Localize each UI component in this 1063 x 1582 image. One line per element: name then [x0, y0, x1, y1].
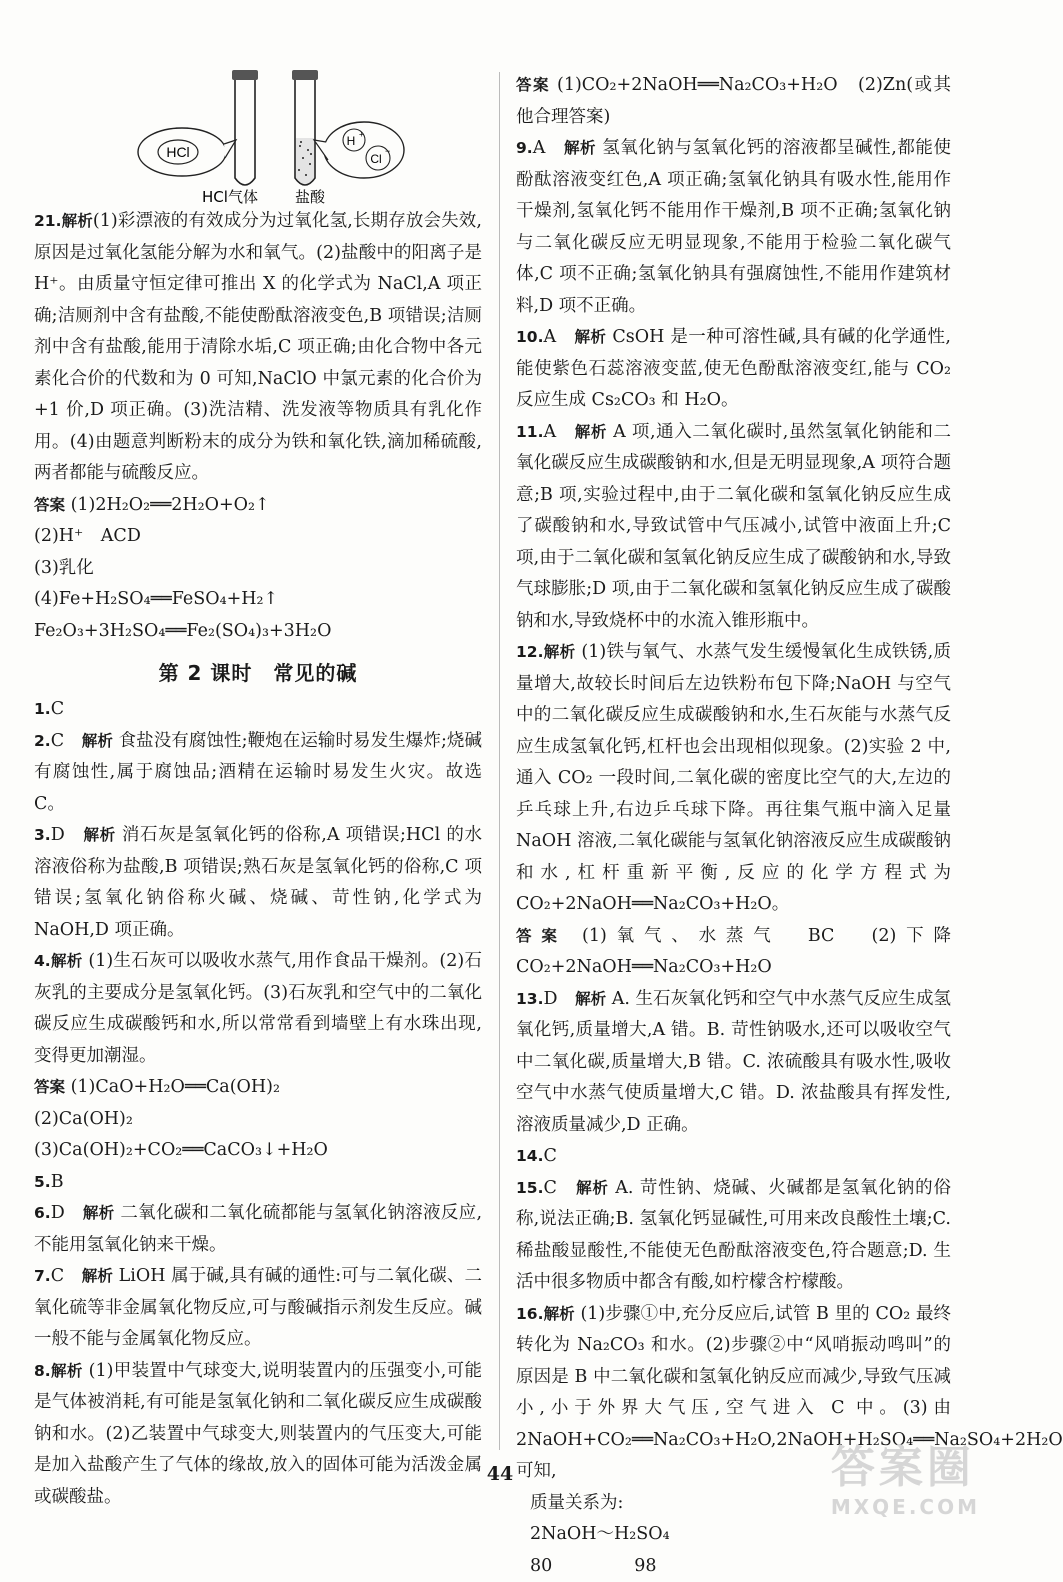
analysis-label: 解析 [82, 1267, 113, 1285]
answer-choice: D [51, 825, 84, 845]
question-number: 12. [516, 643, 543, 661]
answer-label: 答案 [516, 927, 567, 945]
question-6 [34, 1198, 482, 1261]
question-number: 16. [516, 1305, 543, 1323]
analysis-label: 解析 [574, 328, 606, 346]
answer-choice: C [543, 1178, 576, 1198]
answer-choice: C [51, 731, 82, 751]
left-column [34, 70, 482, 1513]
question-2 [34, 726, 482, 821]
answer-choice: C [543, 1146, 556, 1166]
analysis-text: (1)生石灰可以吸收水蒸气,用作食品干燥剂。(2)石灰乳的主要成分是氢氧化钙。(3)石灰乳和空气中的二氧化碳反应生成碳酸钙和水,所以常常看到墙壁上有水珠出现,变得更加潮湿。 [34, 951, 482, 1066]
analysis-text: 二氧化碳和二氧化硫都能与氢氧化钠溶液反应,不能用氢氧化钠来干燥。 [34, 1203, 482, 1255]
hydrogen-ion-charge: + [359, 130, 364, 139]
naoh-mass: 80 [530, 1556, 552, 1576]
question-13 [516, 984, 951, 1142]
question-number: 2. [34, 732, 51, 750]
question-15 [516, 1173, 951, 1299]
question-12 [516, 637, 951, 921]
ion-bubble [324, 122, 404, 178]
answer-label: 答案 [34, 496, 65, 514]
analysis-label: 解析 [51, 1362, 83, 1380]
question-number: 13. [516, 990, 543, 1008]
question-number: 21. [34, 212, 61, 230]
question-number: 3. [34, 826, 51, 844]
page-number: 44 [0, 1463, 1000, 1485]
answer-choice: C [51, 699, 64, 719]
answer-line: (4)Fe+H₂SO₄══FeSO₄+H₂↑ [34, 584, 482, 616]
right-stopper [292, 70, 318, 80]
analysis-text: (1)甲装置中气球变大,说明装置内的压强变小,可能是气体被消耗,有可能是氢氧化钠和二氧化碳反应生成碳酸钠和水。(2)乙装置中气球变大,则装置内的气压变大,可能是加入盐酸产生了气体的缘故,放入的固体可能为活泼金属或碳酸盐。 [34, 1361, 482, 1507]
question-number: 4. [34, 952, 51, 970]
answer-line: (3)乳化 [34, 553, 482, 585]
answer-line: Fe₂O₃+3H₂SO₄══Fe₂(SO₄)₃+3H₂O [34, 616, 482, 648]
chloride-ion-label: Cl [370, 152, 381, 166]
mass-relation-heading: 质量关系为: [516, 1488, 951, 1520]
answer-choice: A [543, 327, 574, 347]
question-4-answer [34, 1072, 482, 1104]
question-21-answer [34, 490, 482, 522]
h2so4-mass: 98 [634, 1556, 656, 1576]
analysis-label: 解析 [576, 1179, 609, 1197]
analysis-text: A. 生石灰氧化钙和空气中水蒸气反应生成氢氧化钙,质量增大,A 错。B. 苛性钠吸水,还可以吸收空气中二氧化碳,质量增大,B 错。C. 浓硫酸具有吸水性,吸收空气中水蒸气使质量增大,C 错。D. 浓盐酸具有挥发性,溶液质量减少,D 正确。 [516, 989, 951, 1135]
test-tubes-illustration [124, 70, 484, 206]
answer-line: (1)CaO+H₂O══Ca(OH)₂ [71, 1077, 280, 1097]
caption-hcl-gas: HCl气体 [202, 188, 258, 206]
section-title: 第 2 课时 常见的碱 [34, 657, 482, 686]
answer-choice: C [51, 1266, 82, 1286]
analysis-label: 解析 [83, 826, 115, 844]
analysis-label: 解析 [543, 1305, 574, 1323]
answer-line: (2)H⁺ ACD [34, 521, 482, 553]
analysis-text: CsOH 是一种可溶性碱,具有碱的化学通性,能使紫色石蕊溶液变蓝,使无色酚酞溶液变红,能与 CO₂ 反应生成 Cs₂CO₃ 和 H₂O。 [516, 327, 951, 410]
left-tube [235, 80, 255, 185]
question-number: 1. [34, 700, 51, 718]
chloride-ion-charge: − [385, 146, 390, 156]
question-number: 15. [516, 1179, 543, 1197]
analysis-label: 解析 [83, 1204, 115, 1222]
question-14 [516, 1141, 951, 1173]
question-12-answer [516, 921, 951, 984]
answer-choice: A [533, 138, 564, 158]
answer-choice: D [543, 989, 575, 1009]
analysis-text: (1)步骤①中,充分反应后,试管 B 里的 CO₂ 最终转化为 Na₂CO₃ 和水。(2)步骤②中“风哨振动鸣叫”的原因是 B 中二氧化碳和氢氧化钠反应而减少,导致气压减小,小于外界大气压,空气进入 C 中。(3)由2NaOH+CO₂══Na₂CO₃+H₂O,2NaOH+H₂SO₄══Na₂SO₄+2H₂O 可知, [516, 1304, 1063, 1482]
watermark-url: MXQE.COM [831, 1495, 980, 1519]
question-7 [34, 1261, 482, 1356]
experiment-figure [124, 70, 484, 206]
mass-relation-formula: 2NaOH～H₂SO₄ [516, 1519, 951, 1551]
analysis-label: 解析 [575, 990, 606, 1008]
analysis-text: A. 苛性钠、烧碱、火碱都是氢氧化钠的俗称,说法正确;B. 氢氧化钙显碱性,可用来改良酸性土壤;C. 稀盐酸显酸性,不能使无色酚酞溶液变色,符合题意;D. 生活中很多物质中都含有酸,如柠檬含柠檬酸。 [516, 1178, 951, 1293]
question-number: 6. [34, 1204, 51, 1222]
watermark-logo-text: 答案圈 [831, 1431, 980, 1495]
acid-liquid [296, 138, 314, 184]
analysis-text: 消石灰是氢氧化钙的俗称,A 项错误;HCl 的水溶液俗称为盐酸,B 项错误;熟石灰是氢氧化钙的俗称,C 项错误;氢氧化钠俗称火碱、烧碱、苛性钠,化学式为 NaOH,D 项正确。 [34, 825, 482, 940]
analysis-label: 解析 [543, 643, 575, 661]
analysis-label: 解析 [61, 212, 92, 230]
caption-hydrochloric-acid: 盐酸 [295, 188, 326, 206]
answer-choice: D [51, 1203, 83, 1223]
answer-label: 答案 [34, 1078, 65, 1096]
answer-text: (1)氧气、水蒸气 BC (2)下降 CO₂+2NaOH══Na₂CO₃+H₂O [516, 926, 969, 978]
question-number: 14. [516, 1147, 543, 1165]
right-column [516, 70, 951, 1582]
question-11 [516, 417, 951, 638]
column-divider [499, 72, 500, 1450]
analysis-text: (1)铁与氧气、水蒸气发生缓慢氧化生成铁锈,质量增大,故较长时间后左边铁粉布包下降;NaOH 与空气中的二氧化碳反应生成碳酸钠和水,生石灰能与水蒸气反应生成氢氧化钙,杠杆也会出现相似现象。(2)实验 2 中,通入 CO₂ 一段时间,二氧化碳的密度比空气的大,左边的乒乓球上升,右边乒乓球下降。再往集气瓶中滴入足量 NaOH 溶液,二氧化碳能与氢氧化钠溶液反应生成碳酸钠和水,杠杆重新平衡,反应的化学方程式为 CO₂+2NaOH══Na₂CO₃+H₂O。 [516, 642, 951, 914]
analysis-text: A 项,通入二氧化碳时,虽然氢氧化钠能和二氧化碳反应生成碳酸钠和水,但是无明显现象,A 项符合题意;B 项,实验过程中,由于二氧化碳和氢氧化钠反应生成了碳酸钠和水,导致试管中气压减小,试管中液面上升;C 项,由于二氧化碳和氢氧化钠反应生成了碳酸钠和水,导致气球膨胀;D 项,由于二氧化碳和氢氧化钠反应生成了碳酸钠和水,导致烧杯中的水流入锥形瓶中。 [516, 422, 951, 631]
mass-relation-values [516, 1551, 951, 1582]
analysis-label: 解析 [82, 732, 113, 750]
question-10 [516, 322, 951, 417]
answer-line: (3)Ca(OH)₂+CO₂══CaCO₃↓+H₂O [34, 1135, 482, 1167]
left-stopper [232, 70, 258, 80]
analysis-text: 食盐没有腐蚀性;鞭炮在运输时易发生爆炸;烧碱有腐蚀性,属于腐蚀品;酒精在运输时易发生火灾。故选 C。 [34, 731, 482, 814]
analysis-label: 解析 [51, 952, 83, 970]
question-number: 10. [516, 328, 543, 346]
question-3 [34, 820, 482, 946]
answer-choice: B [51, 1172, 64, 1192]
answer-label: 答案 [516, 76, 550, 94]
question-1 [34, 694, 482, 726]
analysis-text: (1)彩漂液的有效成分为过氧化氢,长期存放会失效,原因是过氧化氢能分解为水和氧气。(2)盐酸中的阳离子是 H⁺。由质量守恒定律可推出 X 的化学式为 NaCl,A 项正确;洁厕剂中含有盐酸,不能使酚酞溶液变色,B 项错误;洁厕剂中含有盐酸,能用于清除水垢,C 项正确;由化合物中各元素化合价的代数和为 0 可知,NaClO 中氯元素的化合价为+1 价,D 项正确。(3)洗洁精、洗发液等物质具有乳化作用。(4)由题意判断粉末的成分为铁和氧化铁,滴加稀硫酸,两者都能与硫酸反应。 [34, 211, 482, 483]
question-5 [34, 1167, 482, 1199]
question-number: 8. [34, 1362, 51, 1380]
question-number: 9. [516, 139, 533, 157]
question-8 [34, 1356, 482, 1514]
question-21 [34, 206, 482, 490]
question-number: 11. [516, 423, 543, 441]
answer-choice: A [543, 422, 574, 442]
analysis-text: 氢氧化钠与氢氧化钙的溶液都呈碱性,都能使酚酞溶液变红色,A 项正确;氢氧化钠具有吸水性,能用作干燥剂,氢氧化钙不能用作干燥剂,B 项不正确;氢氧化钠与二氧化碳反应无明显现象,不能用于检验二氧化碳气体,C 项不正确;氢氧化钠具有强腐蚀性,不能用作建筑材料,D 项不正确。 [516, 138, 951, 316]
answer-line: (1)2H₂O₂══2H₂O+O₂↑ [71, 495, 270, 515]
question-number: 5. [34, 1173, 51, 1191]
watermark [831, 1431, 980, 1519]
analysis-label: 解析 [564, 139, 596, 157]
answer-line: (2)Ca(OH)₂ [34, 1104, 482, 1136]
analysis-label: 解析 [575, 423, 607, 441]
question-4 [34, 946, 482, 1072]
hcl-molecule-label: HCl [166, 144, 189, 160]
hydrogen-ion-label: H [347, 134, 356, 148]
question-9 [516, 133, 951, 322]
answer-text: (1)CO₂+2NaOH══Na₂CO₃+H₂O (2)Zn(或其他合理答案) [516, 75, 951, 127]
question-8-answer [516, 70, 951, 133]
question-number: 7. [34, 1267, 51, 1285]
analysis-text: LiOH 属于碱,具有碱的通性:可与二氧化碳、二氧化硫等非金属氧化物反应,可与酸碱指示剂发生反应。碱一般不能与金属氧化物反应。 [34, 1266, 482, 1349]
